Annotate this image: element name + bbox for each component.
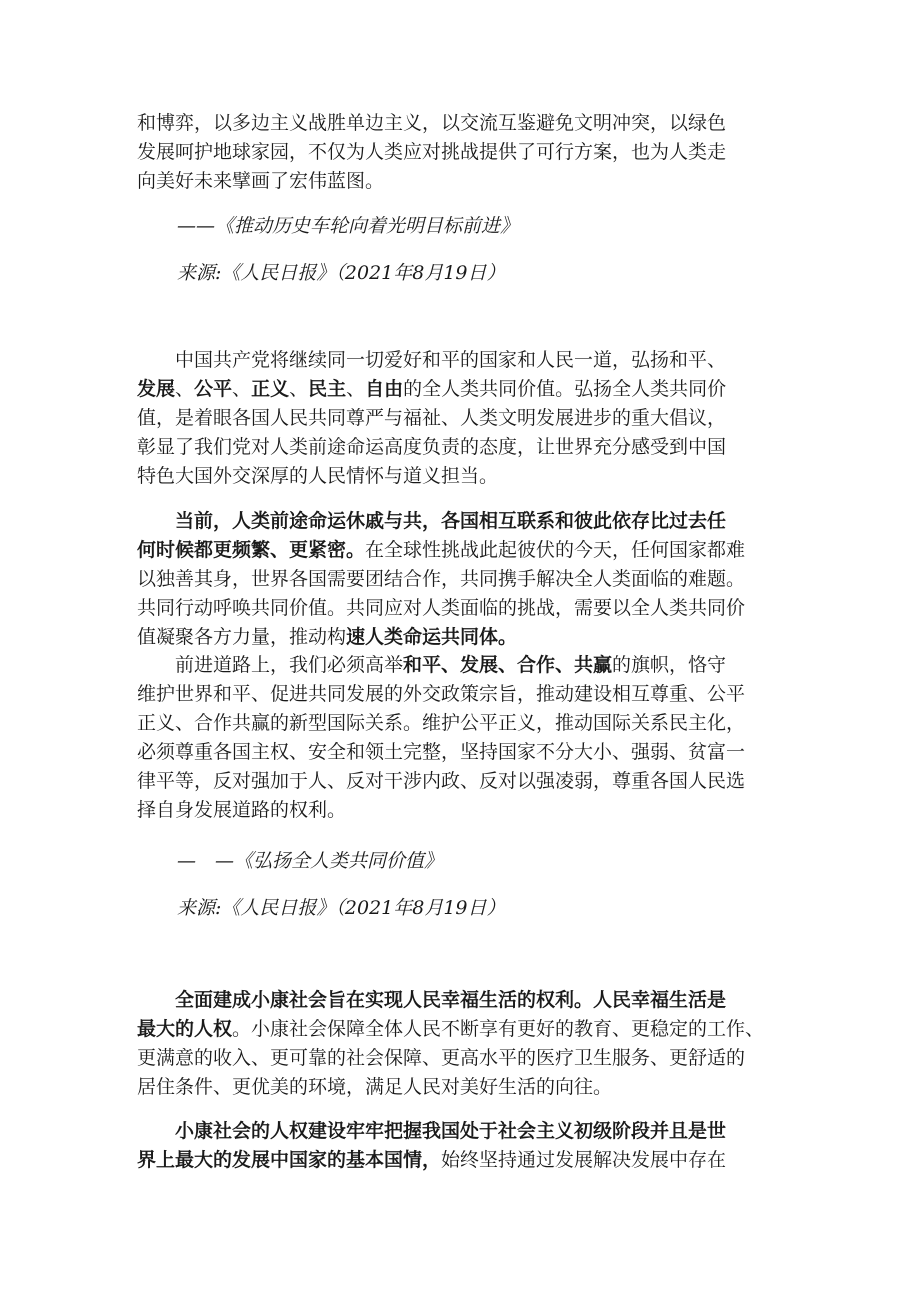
paragraph-3 — [137, 507, 787, 652]
paragraph-line — [137, 623, 787, 652]
paragraph-line — [137, 1015, 787, 1044]
paragraph-line: 正义、合作共赢的新型国际关系。维护公平正义，推动国际关系民主化， — [137, 712, 746, 734]
text-run: 值凝聚各方力量，推动构 — [137, 626, 347, 648]
paragraph-line — [137, 1117, 787, 1146]
paragraph-line — [137, 986, 787, 1015]
paragraph-5 — [137, 986, 787, 1102]
bold-sentence: 小康社会的人权建设牢牢把握我国处于社会主义初级阶段并且是世 — [175, 1120, 727, 1142]
citation-title-2: — —《弘扬全人类共同价值》 — [177, 850, 444, 872]
paragraph-4 — [137, 651, 787, 825]
paragraph-line: 值，是着眼各国人民共同尊严与福祉、人类文明发展进步的重大倡议， — [137, 407, 727, 429]
bold-sentence: 当前，人类前途命运休戚与共，各国相互联系和彼此依存比过去任 — [175, 510, 727, 532]
paragraph-line: 发展呵护地球家园，不仅为人类应对挑战提供了可行方案，也为人类走 — [137, 141, 727, 163]
paragraph-line — [137, 1146, 787, 1175]
text-run: 。小康社会保障全体人民不断享有更好的教育、更稳定的工作、 — [232, 1018, 765, 1040]
bold-term: 自由 — [365, 378, 404, 400]
paragraph-line: 彰显了我们党对人类前途命运高度负责的态度，让世界充分感受到中国 — [137, 436, 727, 458]
paragraph-line — [137, 651, 787, 680]
bold-term: 发展 — [137, 378, 176, 400]
bold-term: 正义 — [251, 378, 290, 400]
paragraph-line: 必须尊重各国主权、安全和领土完整，坚持国家不分大小、强弱、贫富一 — [137, 741, 746, 763]
paragraph-line — [137, 375, 787, 404]
paragraph-line: 共同行动呼唤共同价值。共同应对人类面临的挑战，需要以全人类共同价 — [137, 597, 746, 619]
citation-source-1: 来源:《人民日报》（2021年8月19日） — [177, 262, 506, 284]
separator: 、 — [232, 378, 252, 400]
paragraph-line: 更满意的收入、更可靠的社会保障、更高水平的医疗卫生服务、更舒适的 — [137, 1047, 746, 1069]
text-run: 在全球性挑战此起彼伏的今天，任何国家都难 — [365, 539, 746, 561]
text-run: 始终坚持通过发展解决发展中存在 — [441, 1149, 727, 1171]
bold-term: 公平 — [194, 378, 233, 400]
paragraph-line — [137, 507, 787, 536]
citation-title-1: ——《推动历史车轮向着光明目标前进》 — [177, 215, 520, 237]
bold-sentence: 全面建成小康社会旨在实现人民幸福生活的权利。人民幸福生活是 — [175, 989, 727, 1011]
paragraph-line: 向美好未来擘画了宏伟蓝图。 — [137, 170, 385, 192]
paragraph-line: 居住条件、更优美的环境，满足人民对美好生活的向往。 — [137, 1076, 613, 1098]
bold-sentence: 界上最大的发展中国家的基本国情， — [137, 1149, 442, 1171]
bold-term: 民主 — [308, 378, 347, 400]
paragraph-line: 择自身发展道路的权利。 — [137, 799, 347, 821]
paragraph-line: 以独善其身，世界各国需要团结合作，共同携手解决全人类面临的难题。 — [137, 568, 746, 590]
paragraph-1 — [137, 109, 787, 196]
paragraph-line: 律平等，反对强加于人、反对干涉内政、反对以强凌弱，尊重各国人民选 — [137, 770, 746, 792]
paragraph-line — [137, 536, 787, 565]
separator: 、 — [289, 378, 309, 400]
paragraph-line: 维护世界和平、促进共同发展的外交政策宗旨，推动建设相互尊重、公平 — [137, 683, 746, 705]
paragraph-2 — [137, 346, 787, 491]
separator: 、 — [175, 378, 195, 400]
paragraph-line: 特色大国外交深厚的人民情怀与道义担当。 — [137, 465, 499, 487]
bold-sentence: 何时候都更频繁、更紧密。 — [137, 539, 366, 561]
text-run: 的旗帜，恪守 — [612, 654, 727, 676]
bold-term: 和平、发展、合作、共赢 — [403, 654, 613, 676]
bold-sentence: 速人类命运共同体。 — [346, 626, 518, 648]
separator: 、 — [346, 378, 366, 400]
paragraph-line: 中国共产党将继续同一切爱好和平的国家和人民一道，弘扬和平、 — [175, 349, 727, 371]
paragraph-6 — [137, 1117, 787, 1175]
text-run: 的全人类共同价值。弘扬全人类共同价 — [403, 378, 727, 400]
citation-source-2: 来源:《人民日报》（2021年8月19日） — [177, 897, 506, 919]
text-run: 前进道路上，我们必须高举 — [175, 654, 404, 676]
bold-sentence: 最大的人权 — [137, 1018, 233, 1040]
paragraph-line: 和博弈，以多边主义战胜单边主义，以交流互鉴避免文明冲突，以绿色 — [137, 112, 727, 134]
